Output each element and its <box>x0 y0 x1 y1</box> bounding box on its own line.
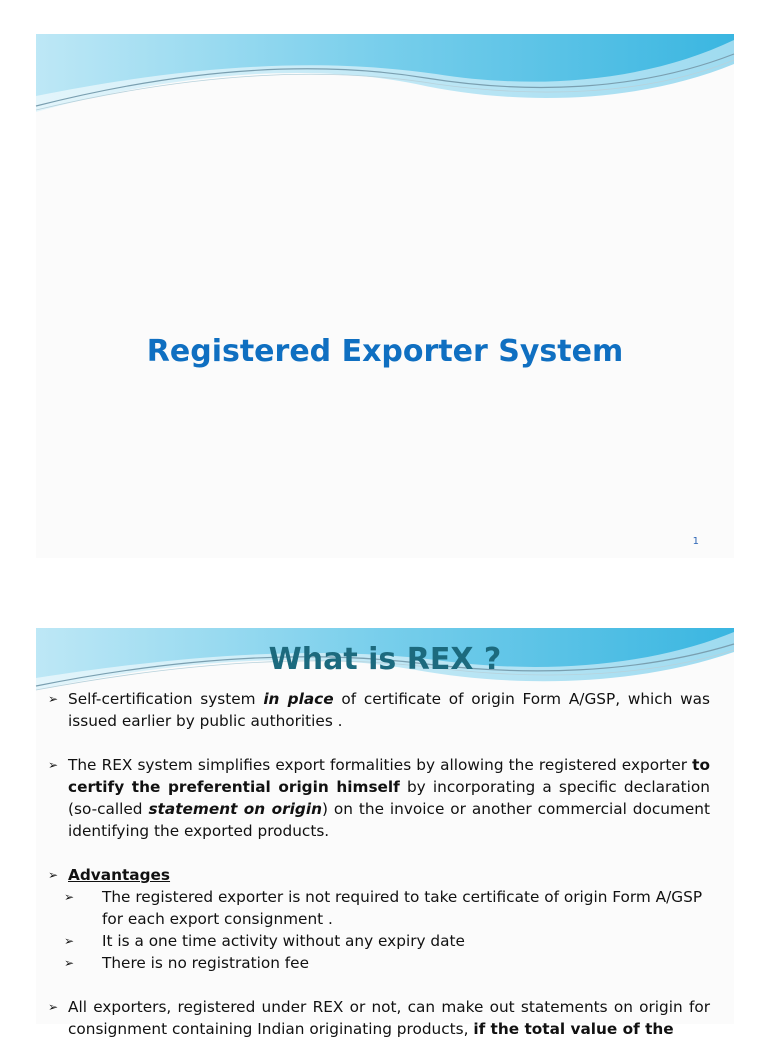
arrowhead-bullet-icon: ➢ <box>64 890 75 904</box>
slide-1 <box>36 34 734 558</box>
slide-2 <box>36 628 734 1038</box>
slide-1-title: Registered Exporter System <box>146 334 624 369</box>
text-run: The REX system simplifies export formalities by allowing the registered exporter <box>68 756 693 774</box>
emphasis-text: in place <box>263 690 334 708</box>
text-run: All exporters, registered under REX or not, can make out statements on origin for consignment containing Indian originating products, <box>68 998 710 1038</box>
advantage-item <box>50 886 710 930</box>
advantage-item <box>50 930 710 952</box>
advantage-text: The registered exporter is not required to take certificate of origin Form A/GSP for each export consignment . <box>102 888 703 928</box>
advantage-text: It is a one time activity without any expiry date <box>102 932 465 950</box>
advantage-text: There is no registration fee <box>102 954 310 972</box>
slide-2-content <box>50 688 710 1040</box>
arrowhead-bullet-icon: ➢ <box>64 956 75 970</box>
arrowhead-bullet-icon: ➢ <box>48 1000 59 1014</box>
text-run: ) on the invoice or another commercial document identifying the exported products. <box>68 800 710 840</box>
emphasis-text: statement on origin <box>148 800 322 818</box>
bullet-self-certification <box>50 688 710 732</box>
arrowhead-bullet-icon: ➢ <box>48 692 59 706</box>
wave-header-decoration <box>36 34 734 124</box>
advantage-item <box>50 952 710 974</box>
text-run: Self-certification system <box>68 690 264 708</box>
text-run: of certificate of origin Form A/GSP, which was issued earlier by public authorities . <box>68 690 710 730</box>
text-run: by incorporating a specific declaration (so-called <box>68 778 710 818</box>
arrowhead-bullet-icon: ➢ <box>48 758 59 772</box>
emphasis-text: if the total value of the <box>473 1020 674 1038</box>
page-number: 1 <box>692 536 699 547</box>
arrowhead-bullet-icon: ➢ <box>64 934 75 948</box>
advantages-heading: Advantages <box>68 866 171 884</box>
bullet-rex-simplifies <box>50 754 710 842</box>
emphasis-text: to certify the preferential origin himself <box>68 756 710 796</box>
bullet-all-exporters <box>50 996 710 1040</box>
slide-2-title: What is REX ? <box>268 642 502 677</box>
arrowhead-bullet-icon: ➢ <box>48 868 59 882</box>
bullet-advantages-heading <box>50 864 710 886</box>
